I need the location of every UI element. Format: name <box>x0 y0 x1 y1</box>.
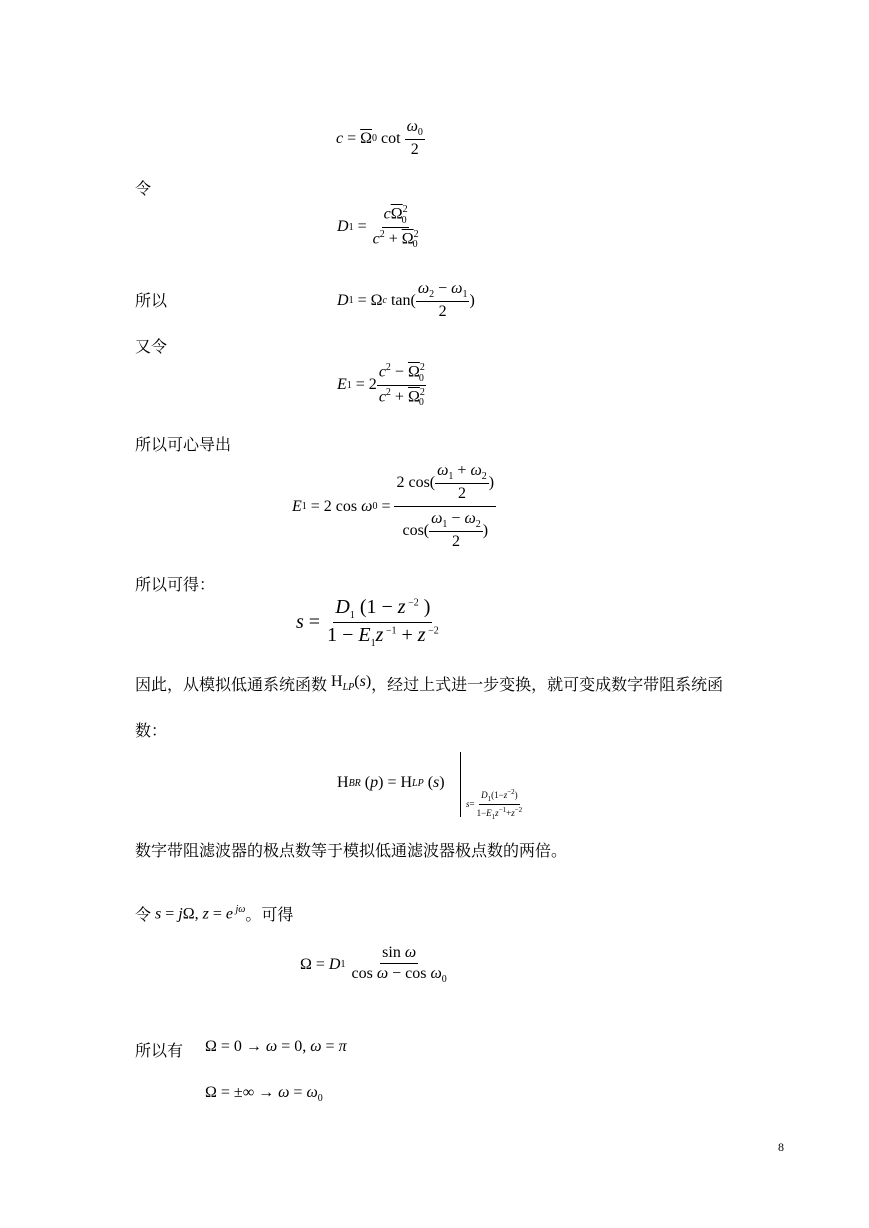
mapping-infinity: Ω = ±∞ → $\omega = \omega_0$ <box>205 1084 323 1105</box>
equation-d1-def: D 1 = $\frac{c\overline{\Omega}^2_0}{c^2 + \overline{\Omega}^2_0}$ <box>337 204 419 251</box>
equation-e1-cos: E 1 = 2 cos ω 0 = 2 cos( $\frac{\omega_1 + \omega_2}{2}$ ) cos( $\frac{\omega_1 - \omega_2}{2}$ ) <box>292 462 495 551</box>
substitution-expr: s = jΩ, z = e $^{j\omega}$ <box>155 903 246 923</box>
page-number: 8 <box>778 1140 784 1154</box>
evaluation-subscript: s = $\frac{D_1(1-z^{-2})}{1-E_1z^{-1}+z^{-2}}$ <box>466 788 523 821</box>
equation-e1-def: E 1 = 2 $\frac{c^2 - \overline{\Omega}^2_0}{c^2 + \overline{\Omega}^2_0}$ <box>337 362 425 409</box>
equation-h-br: H BR ( p ) = H LP ( s ) <box>337 774 445 791</box>
equation-omega-mapping: Ω = D 1 $\frac{\text{sin ω}}{\cos \omega - \cos \omega_0}$ <box>300 944 447 986</box>
h-lp-inline: $H_{LP}(s)$ <box>327 673 372 694</box>
mapping-zero: Ω = 0 → ω = 0, ω = π <box>205 1038 347 1055</box>
equation-d1-tan: D 1 = Ω c tan( $\frac{\omega_2 - \omega_1}{2}$ ) <box>337 280 475 321</box>
label-ling2: 令 <box>135 905 152 924</box>
label-suoyikede: 所以可得： <box>135 575 216 594</box>
label-suoyikexindaochu: 所以可心导出 <box>135 435 232 454</box>
label-kede: 。可得 <box>245 905 294 924</box>
paragraph-transform-c: 数： <box>135 721 168 740</box>
label-youling: 又令 <box>135 337 168 356</box>
paragraph-transform-b: ，经过上式进一步变换，就可变成数字带阻系统函 <box>371 675 724 694</box>
label-suoyiyou: 所以有 <box>135 1041 184 1060</box>
equation-s-transform: s = $\frac{D_1 (1 - z ^{-2} )}{1 - E_1z ^{-1} + z ^{-2}}$ <box>296 596 439 649</box>
label-suoyi: 所以 <box>135 291 168 310</box>
substitution-line <box>135 902 293 925</box>
equation-c: c = $\overline{\Omega}$ 0 cot $\frac{\omega_0}{2}$ <box>336 118 423 159</box>
evaluation-bar <box>460 752 461 817</box>
paragraph-transform-a: 因此，从模拟低通系统函数 <box>135 675 328 694</box>
paragraph-transform <box>135 672 723 695</box>
label-ling: 令 <box>135 179 152 198</box>
paragraph-poles: 数字带阻滤波器的极点数等于模拟低通滤波器极点数的两倍。 <box>135 841 568 860</box>
